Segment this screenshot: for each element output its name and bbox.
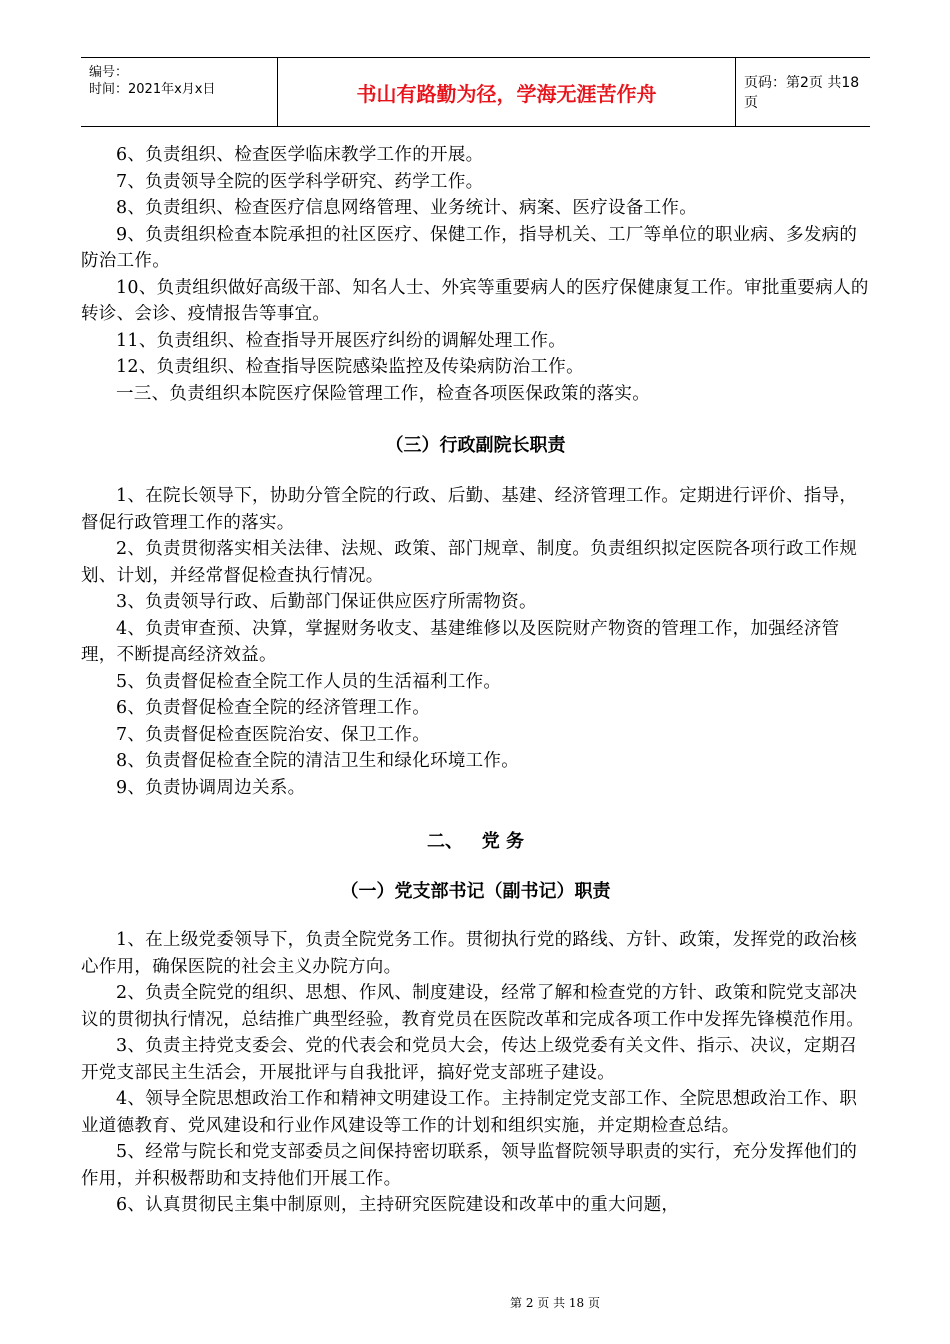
paragraph: 7、负责督促检查医院治安、保卫工作。 bbox=[116, 724, 431, 745]
section-c bbox=[81, 927, 870, 1219]
page-footer bbox=[0, 1294, 950, 1311]
paragraph: 8、负责督促检查全院的清洁卫生和绿化环境工作。 bbox=[116, 751, 520, 771]
section-b bbox=[81, 483, 870, 801]
paragraph: 1、在院长领导下，协助分管全院的行政、后勤、基建、经济管理工作。定期进行评价、指导，督促行政管理工作的落实。 bbox=[81, 486, 858, 533]
document-number: 编号： bbox=[89, 65, 129, 80]
paragraph: 1、在上级党委领导下，负责全院党务工作。贯彻执行党的路线、方针、政策，发挥党的政治核心作用，确保医院的社会主义办院方向。 bbox=[81, 930, 858, 977]
paragraph: 7、负责领导全院的医学科学研究、药学工作。 bbox=[116, 171, 484, 192]
section-heading-party: 二、 党 务 bbox=[426, 831, 525, 852]
header-motto: 书山有路勤为径，学海无涯苦作舟 bbox=[277, 58, 736, 126]
paragraph: 11、负责组织、检查指导开展医疗纠纷的调解处理工作。 bbox=[116, 330, 567, 351]
paragraph: 4、领导全院思想政治工作和精神文明建设工作。主持制定党支部工作、全院思想政治工作、职业道德教育、党风建设和行业作风建设等工作的计划和组织实施，并定期检查总结。 bbox=[81, 1089, 858, 1136]
page-header bbox=[81, 57, 870, 127]
paragraph: 2、负责全院党的组织、思想、作风、制度建设，经常了解和检查党的方针、政策和院党支部决议的贯彻执行情况，总结推广典型经验，教育党员在医院改革和完成各项工作中发挥先锋模范作用。 bbox=[81, 983, 865, 1030]
paragraph: 12、负责组织、检查指导医院感染监控及传染病防治工作。 bbox=[116, 357, 584, 377]
header-page-number: 页码：第2页 共18页 bbox=[744, 75, 860, 111]
paragraph: 4、负责审查预、决算，掌握财务收支、基建维修以及医院财产物资的管理工作，加强经济管理，不断提高经济效益。 bbox=[81, 618, 840, 665]
document-body bbox=[81, 142, 870, 1219]
paragraph: 6、负责督促检查全院的经济管理工作。 bbox=[116, 698, 431, 718]
paragraph: 3、负责主持党支委会、党的代表会和党员大会，传达上级党委有关文件、指示、决议，定期召开党支部民主生活会，开展批评与自我批评，搞好党支部班子建设。 bbox=[81, 1036, 858, 1083]
paragraph: 5、负责督促检查全院工作人员的生活福利工作。 bbox=[116, 671, 502, 692]
paragraph: 9、负责协调周边关系。 bbox=[116, 777, 306, 798]
document-date: 时间：2021年x月x日 bbox=[89, 82, 216, 97]
paragraph: 一三、负责组织本院医疗保险管理工作，检查各项医保政策的落实。 bbox=[116, 383, 650, 404]
paragraph: 6、认真贯彻民主集中制原则，主持研究医院建设和改革中的重大问题， bbox=[116, 1195, 680, 1215]
paragraph: 9、负责组织检查本院承担的社区医疗、保健工作，指导机关、工厂等单位的职业病、多发病的防治工作。 bbox=[81, 224, 858, 271]
paragraph: 6、负责组织、检查医学临床教学工作的开展。 bbox=[116, 145, 484, 165]
section-a bbox=[81, 142, 870, 407]
paragraph: 3、负责领导行政、后勤部门保证供应医疗所需物资。 bbox=[116, 592, 537, 612]
paragraph: 10、负责组织做好高级干部、知名人士、外宾等重要病人的医疗保健康复工作。审批重要病人的转诊、会诊、疫情报告等事宜。 bbox=[81, 277, 869, 324]
paragraph: 2、负责贯彻落实相关法律、法规、政策、部门规章、制度。负责组织拟定医院各项行政工作规划、计划，并经常督促检查执行情况。 bbox=[81, 539, 858, 586]
section-heading-admin: （三）行政副院长职责 bbox=[385, 435, 566, 456]
paragraph: 5、经常与院长和党支部委员之间保持密切联系，领导监督院领导职责的实行，充分发挥他们的作用，并积极帮助和支持他们开展工作。 bbox=[81, 1142, 858, 1189]
section-heading-secretary: （一）党支部书记（副书记）职责 bbox=[340, 881, 611, 902]
footer-page-number: 第 2 页 共 18 页 bbox=[510, 1296, 600, 1310]
paragraph: 8、负责组织、检查医疗信息网络管理、业务统计、病案、医疗设备工作。 bbox=[116, 198, 698, 218]
header-meta bbox=[81, 58, 277, 126]
